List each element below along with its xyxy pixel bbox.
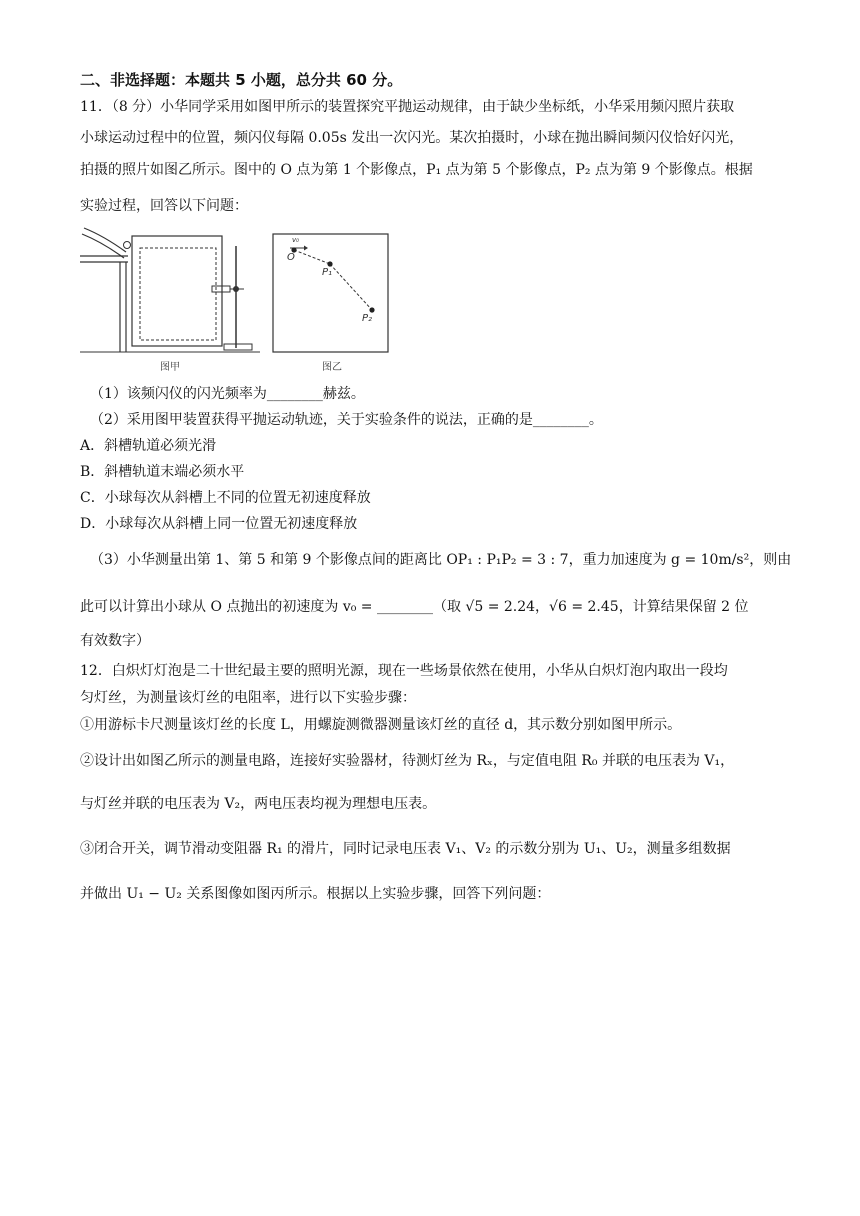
- q11-sub1: （1）该频闪仪的闪光频率为________赫兹。: [90, 386, 365, 402]
- point-p1-label: P₁: [322, 267, 333, 278]
- section-heading: 二、非选择题：本题共 5 小题，总分共 60 分。: [80, 71, 403, 89]
- q11-text-line3: 拍摄的照片如图乙所示。图中的 O 点为第 1 个影像点，P₁ 点为第 5 个影像点，P₂ 点为第 9 个影像点。根据: [80, 162, 753, 178]
- q11-sub3-line1: （3）小华测量出第 1、第 5 和第 9 个影像点间的距离比 OP₁ : P₁P₂ = 3 : 7，重力加速度为 g = 10m/s²，则由: [90, 552, 792, 568]
- q12-step2-line1: ②设计出如图乙所示的测量电路，连接好实验器材，待测灯丝为 Rₓ，与定值电阻 R₀ 并联的电压表为 V₁，: [80, 753, 735, 769]
- q11-text-line2: 小球运动过程中的位置，频闪仪每隔 0.05s 发出一次闪光。某次拍摄时，小球在抛出瞬间频闪仪恰好闪光，: [80, 130, 744, 146]
- flash-photo-figure: [272, 233, 389, 353]
- q11-sub3-line2: 此可以计算出小球从 O 点抛出的初速度为 v₀ = ________（取 √5 = 2.24，√6 = 2.45，计算结果保留 2 位: [80, 599, 749, 615]
- q12-text-line1: 12．白炽灯灯泡是二十世纪最主要的照明光源，现在一些场景依然在使用，小华从白炽灯泡内取出一段均: [80, 663, 728, 679]
- q11-text-line4: 实验过程，回答以下问题：: [80, 198, 248, 214]
- figure-yi-caption: 图乙: [322, 362, 342, 373]
- apparatus-figure: [80, 226, 260, 356]
- q11-sub2: （2）采用图甲装置获得平抛运动轨迹，关于实验条件的说法，正确的是________。: [90, 412, 603, 428]
- q12-step1: ①用游标卡尺测量该灯丝的长度 L，用螺旋测微器测量该灯丝的直径 d，其示数分别如图甲所示。: [80, 717, 682, 733]
- q11-sub3-line3: 有效数字）: [80, 633, 150, 649]
- q12-text-line2: 匀灯丝，为测量该灯丝的电阻率，进行以下实验步骤：: [80, 690, 416, 706]
- figure-jia-caption: 图甲: [160, 362, 180, 373]
- q12-step2-line2: 与灯丝并联的电压表为 V₂，两电压表均视为理想电压表。: [80, 796, 437, 812]
- q12-step3-line1: ③闭合开关，调节滑动变阻器 R₁ 的滑片，同时记录电压表 V₁、V₂ 的示数分别为 U₁、U₂，测量多组数据: [80, 841, 731, 857]
- option-b: B．斜槽轨道末端必须水平: [80, 464, 245, 480]
- option-a: A．斜槽轨道必须光滑: [80, 438, 217, 454]
- v0-label: v₀: [292, 236, 299, 244]
- option-c: C．小球每次从斜槽上不同的位置无初速度释放: [80, 490, 371, 506]
- point-o-label: O: [287, 252, 295, 263]
- option-d: D．小球每次从斜槽上同一位置无初速度释放: [80, 516, 358, 532]
- q11-text-line1: 11．（8 分）小华同学采用如图甲所示的装置探究平抛运动规律，由于缺少坐标纸，小华采用频闪照片获取: [80, 99, 735, 115]
- q12-step3-line2: 并做出 U₁ − U₂ 关系图像如图丙所示。根据以上实验步骤，回答下列问题：: [80, 886, 551, 902]
- point-p2-label: P₂: [362, 313, 373, 324]
